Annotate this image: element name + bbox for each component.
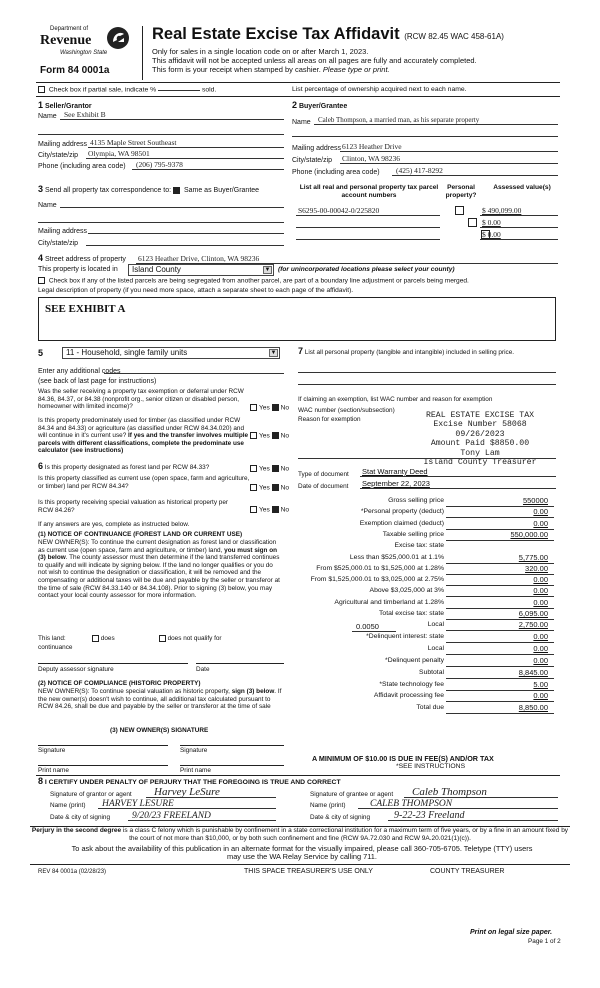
street-address-field[interactable] [136,254,558,264]
tax-row-value: 0.00 [533,575,548,585]
exemption-yes-no [250,404,289,411]
additional-codes-label: Enter any additional codes [38,368,121,375]
buyer-name-field-2[interactable] [292,128,558,137]
tax-row-value: 0.00 [533,507,548,517]
seller-name-field[interactable] [60,110,284,120]
tax-row-field[interactable] [446,554,554,564]
compliance-text-c: . If the new owner(s) doesn't wish to continue, all additional tax calculated pursuant to RCW 84.26, shall be due and payable by the seller or transferor at the time of sale [38,688,282,711]
does-not-label: does not qualify for [167,635,222,643]
tax-row-label: Total due [416,704,444,712]
tax-row-label: Local [427,645,444,653]
tax-row-field[interactable] [446,508,554,518]
tax-row-field[interactable] [446,599,554,609]
exemption-no-label: No [280,404,290,412]
form-number: Form 84 0001a [40,65,110,76]
local-rate-value: 0.0050 [356,622,379,632]
tax-row [292,681,554,692]
stamp-line-5: Tony Lam [460,448,500,458]
assessed-value-2-text: $ 0.00 [482,218,501,227]
section3-name-label: Name [38,202,57,209]
revenue-wordmark: Revenue [40,33,92,48]
stamp-line-2: Excise Number 58068 [433,420,527,430]
historic-yes-no [250,506,289,513]
segregated-label: Check box if any of the listed parcels are being segregated from another parcel, are part of a boundary line adjustment or parcels being merged. [48,277,469,285]
forest-yes-checkbox[interactable] [250,465,257,472]
tax-row [292,587,554,598]
tax-row-label: Exemption claimed (deduct) [359,519,444,527]
land-use-dropdown-chevron-icon: ▼ [270,350,277,356]
grantee-date: 9-22-23 Freeland [394,810,465,821]
seller-phone-field[interactable] [132,159,284,170]
tax-row [292,542,554,553]
grantee-signature-label: Signature of grantee or agent [310,791,394,798]
tax-row-value: 0.00 [533,691,548,701]
continuance-text [38,539,282,600]
dept-of-text: Department of [50,26,89,32]
section3-label: Send all property tax correspondence to: [44,187,172,194]
timber-no-checkbox[interactable] [272,432,279,439]
seller-name-value: See Exhibit B [64,110,106,119]
buyer-city-field[interactable] [340,153,558,164]
grantor-signature: Harvey LeSure [154,786,220,798]
doc-type-label: Type of document [298,471,349,478]
forest-question [38,463,250,472]
deputy-signature-label: Deputy assessor signature [38,666,114,673]
tax-row-field[interactable] [446,704,554,714]
accessibility-notice: To ask about the availability of this publication in an alternate format for the visually impaired, please call 360-705-6705. Teletype (TTY) users may use the WA Relay Service by calling 711. [71,844,533,862]
tax-row-value: 5,775.00 [518,552,548,562]
buyer-name-field[interactable] [314,114,558,125]
exemption-question: Was the seller receiving a property tax exemption or deferral under RCW 84.36, 84.37, or 84.38 (nonprofit org., senior citizen or disabled person, homeowner with limited income)? [38,388,244,411]
revenue-logo-icon [106,26,130,50]
grantor-signature-label: Signature of grantor or agent [50,791,132,798]
stamp-line-6: Island County Treasurer [423,458,537,468]
section3-mail-label: Mailing address [38,228,88,235]
exemption-yes-checkbox[interactable] [250,404,257,411]
stamp-line-1: REAL ESTATE EXCISE TAX [425,411,535,420]
receipt-text: This form is your receipt when stamped by cashier. [152,65,323,74]
grantee-name-field[interactable] [358,798,558,809]
tax-row-value: 550000 [522,496,548,505]
current-use-yes-label: Yes [259,484,270,492]
segregated-checkbox[interactable] [38,277,45,284]
buyer-city-label: City/state/zip [292,157,333,164]
owner-signature-label-1: Signature [38,747,66,754]
same-as-buyer-label: Same as Buyer/Grantee [183,187,260,194]
doc-date-label: Date of document [298,483,349,490]
owner-print-label-1: Print name [38,767,69,774]
personal-col-header: Personal property? [445,184,477,199]
grantor-date: 9/20/23 FREELAND [132,811,211,821]
tax-row-label: From $525,000.01 to $1,525,000 at 1.28% [316,564,444,572]
grantor-date-label: Date & city of signing [50,814,111,821]
land-use-value: 11 - Household, single family units [66,348,188,357]
located-label: This property is located in [38,266,118,273]
local-tax-value: 2,750.00 [518,620,548,630]
grantor-name-field[interactable] [98,798,276,809]
tax-row-field[interactable] [446,587,554,597]
tax-row-label: From $1,525,000.01 to $3,025,000 at 2.75% [310,576,444,584]
buyer-phone-label: Phone (including area code) [292,169,380,176]
grantor-name: HARVEY LESURE [102,799,174,809]
tax-row-label: *Delinquent penalty [385,656,444,664]
tax-row-field[interactable] [446,692,554,702]
historic-no-label: No [280,506,290,514]
wac-label: WAC number (section/subsection) [298,407,395,414]
tax-row [292,645,554,656]
title-text: Real Estate Excise Tax Affidavit [152,25,400,43]
tax-row-value: 0.00 [533,632,548,642]
historic-no-checkbox[interactable] [272,506,279,513]
forest-question-text: Is this property designated as forest land per RCW 84.33? [44,464,210,471]
tax-row [292,669,554,680]
buyer-heading [292,100,347,110]
tax-row [292,576,554,587]
minimum-due-note: A MINIMUM OF $10.00 IS DUE IN FEE(S) AND/OR TAX [312,754,494,763]
buyer-name-label: Name [292,119,311,126]
tax-row-value: 5.00 [533,679,548,689]
forest-yes-no [250,465,289,472]
seller-name-field-2[interactable] [38,126,284,135]
grantee-date-field[interactable] [388,810,558,821]
treasurer-use-label: THIS SPACE TREASURER'S USE ONLY [244,868,373,875]
tax-row-label: *Personal property (deduct) [360,508,444,516]
tax-row-field[interactable] [446,681,554,691]
timber-question-note: If yes and the transfer involves multiple parcels with different classifications, complete the predominate use calculator (see instructions) [38,432,249,455]
current-use-yes-no [250,484,289,491]
tax-row-field[interactable] [446,565,554,575]
if-yes-note: If any answers are yes, complete as instructed below. [38,521,190,528]
timber-yes-no [250,432,289,439]
timber-question-text: Is this property predominately used for timber (as classified under RCW 84.34 and 84.33) or agriculture (as classified under RCW 84.34.020) and will continue in it's current use? [38,417,245,440]
continuance-text-b: you must sign on (3) below [38,546,278,562]
buyer-phone-field[interactable] [392,165,558,176]
perjury-notice [30,827,570,842]
owner-signature-label-2: Signature [180,747,208,754]
historic-yes-checkbox[interactable] [250,506,257,513]
parcel-row-2[interactable] [296,218,440,228]
tax-row-value: 0.00 [533,518,548,528]
section3-number: 3 [38,184,44,194]
section7-number: 7 [298,346,304,356]
seller-phone-label: Phone (including area code) [38,163,126,170]
doc-date-value: September 22, 2023 [362,479,430,488]
doc-date-field[interactable] [360,480,556,489]
this-land-label: This land: [38,635,66,643]
tax-row-field[interactable] [446,645,554,655]
tax-row [292,554,554,565]
local-label: Local [427,621,444,629]
forest-yes-label: Yes [259,465,270,473]
grantee-name: CALEB THOMPSON [370,799,453,809]
tax-row [292,599,554,610]
assessed-col-header: Assessed value(s) [493,184,551,191]
assessed-value-1-text: $ 490,099.00 [482,206,522,215]
exemption-yes-label: Yes [259,404,270,412]
local-tax-field[interactable] [446,621,554,631]
tax-row-value: 0.00 [533,597,548,607]
personal-property-label [298,348,556,357]
grantee-date-label: Date & city of signing [310,814,371,821]
same-as-buyer-checkbox[interactable] [173,187,180,194]
timber-yes-label: Yes [259,432,270,440]
certification-heading [38,776,341,786]
perjury-text: is a class C felony which is punishable by confinement in a state correctional institution for a maximum term of five years, or by a fine in an amount fixed by the court of not more than $10,000, or by both such confinement and fine (RCW 9A.72.030 and RCW 9A.20.021(1)(c)). [121,827,569,842]
compliance-text-b: sign (3) below [231,688,275,695]
tax-row-value: 8,845.00 [518,667,548,677]
forest-no-label: No [280,465,290,473]
form-title [152,25,504,44]
seller-mail-label: Mailing address [38,141,88,148]
section4-street-row [38,253,126,263]
tax-row [292,704,554,715]
tax-row-field[interactable] [446,497,554,507]
current-use-no-checkbox[interactable] [272,484,279,491]
parcel-row-3[interactable] [296,230,440,240]
tax-row-field[interactable] [446,633,554,643]
tax-row [292,692,554,703]
section3-name-field[interactable] [60,199,284,208]
section3-mail-field[interactable] [88,225,284,234]
exemption-claim-label: If claiming an exemption, list WAC number and reason for exemption [298,396,493,403]
buyer-mail-field[interactable] [340,141,558,152]
section3-city-label: City/state/zip [38,240,79,247]
stamp-line-3: 09/26/2023 [455,429,505,439]
buyer-phone-value: (425) 417-8292 [396,166,443,175]
legal-size-note: Print on legal size paper. [470,929,553,936]
buyer-mail-value: 6123 Heather Drive [342,142,402,151]
tax-row-value: 0.00 [533,586,548,596]
section2-number: 2 [292,100,298,110]
doc-type-field[interactable] [360,468,556,477]
tax-row-value: 0.00 [533,644,548,654]
tax-row-label: Total excise tax: state [379,610,444,617]
type-print-text: Please type or print. [322,65,390,74]
parcel-col-header: List all real and personal property tax parcel account numbers [299,184,439,199]
ownership-note: List percentage of ownership acquired next to each name. [292,86,467,93]
assessed-value-3[interactable] [480,230,558,240]
historic-question: Is this property receiving special valuation as historical property per RCW 84.26? [38,499,229,514]
stamp-line-4: Amount Paid $8850.00 [430,439,530,449]
grantee-name-label: Name (print) [310,802,346,809]
tax-row-label: Above $3,025,000 at 3% [369,587,444,595]
new-owner-signature-heading: (3) NEW OWNER(S) SIGNATURE [110,727,209,734]
tax-row-field[interactable] [446,657,554,667]
buyer-city-value: Clinton, WA 98236 [342,154,400,163]
street-label: Street address of property [44,256,126,263]
partial-sale-checkbox[interactable] [38,86,45,93]
compliance-text-a: NEW OWNER(S): To continue special valuation as historic property, [38,688,232,695]
deputy-date-label: Date [196,666,210,673]
street-address-value: 6123 Heather Drive, Clinton, WA 98236 [138,254,260,263]
tax-row-field[interactable] [446,669,554,679]
page-number: Page 1 of 2 [528,938,561,945]
dor-logo [40,26,132,56]
section7-label: List all personal property (tangible and intangible) included in selling price. [304,349,515,356]
assessed-value-2[interactable] [480,218,558,228]
buyer-mail-label: Mailing address [292,145,342,152]
tax-row [292,497,554,508]
does-label: does [100,635,115,643]
grantee-signature: Caleb Thompson [412,786,487,798]
buyer-heading-text: Buyer/Grantee [298,103,348,110]
seller-mail-field[interactable] [88,137,284,148]
tax-row [292,657,554,668]
compliance-text [38,688,282,711]
tax-row-label: Less than $525,000.01 at 1.1% [349,553,444,561]
tax-row-local [292,621,554,632]
county-select[interactable] [128,264,274,276]
header-note-1: Only for sales in a single location code on or after March 1, 2023. [152,47,369,56]
personal-property-checkbox-1[interactable] [455,206,464,215]
seller-mail-value: 4135 Maple Street Southeast [90,138,177,147]
owner-print-label-2: Print name [180,767,211,774]
seller-city-value: Olympia, WA 98501 [88,149,150,158]
tax-row [292,633,554,644]
parcel-number-1: S6295-00-00042-0/225820 [298,206,380,215]
tax-row-label: Gross selling price [388,497,444,504]
seller-heading [38,100,92,110]
certification-text: I CERTIFY UNDER PENALTY OF PERJURY THAT THE FOREGOING IS TRUE AND CORRECT [44,779,341,786]
partial-sale-row [38,86,216,93]
perjury-heading: Perjury in the second degree [31,827,122,834]
county-treasurer-label: COUNTY TREASURER [430,868,505,875]
reason-field[interactable] [298,452,556,459]
section3-heading [38,184,259,194]
tax-row-value: 320.00 [525,563,548,573]
tax-row [292,565,554,576]
tax-row-field[interactable] [446,576,554,586]
section4-number: 4 [38,253,44,263]
segregated-row [38,277,469,284]
current-use-yes-checkbox[interactable] [250,484,257,491]
tax-row-field[interactable] [446,610,554,620]
timber-question [38,417,250,455]
does-not-qualify-checkbox[interactable] [159,635,166,642]
tax-row-field[interactable] [446,531,554,541]
current-use-question: Is this property classified as current use (open space, farm and agriculture, or timber) land per RCW 84.34? [38,475,250,490]
partial-sale-label: Check box if partial sale, indicate % [48,86,157,94]
washington-state-text: Washington State [60,50,108,56]
personal-property-field-2[interactable] [298,378,556,385]
tax-row-label: Excise tax: state [394,542,444,550]
compliance-heading: (2) NOTICE OF COMPLIANCE (HISTORIC PROPERTY) [38,680,201,687]
section6-number: 6 [38,461,44,471]
sold-label: sold. [201,86,217,94]
assessed-value-3-text: $ 0.00 [482,230,501,239]
tax-row [292,531,554,542]
seller-name-label: Name [38,113,57,120]
additional-codes-field[interactable] [104,366,284,374]
exemption-no-checkbox[interactable] [272,404,279,411]
section1-number: 1 [38,100,44,110]
current-use-no-label: No [280,484,290,492]
legal-description-value: SEE EXHIBIT A [45,303,126,315]
land-use-select[interactable] [62,347,280,359]
legal-description-label: Legal description of property (if you need more space, attach a separate sheet to each page of the affidavit). [38,287,354,294]
grantor-date-field[interactable] [128,810,276,821]
tax-row-label: Affidavit processing fee [373,692,444,700]
tax-row-label: *Delinquent interest: state [366,633,444,641]
timber-yes-checkbox[interactable] [250,432,257,439]
seller-city-label: City/state/zip [38,152,79,159]
tax-row-value: 8,850.00 [518,703,548,713]
reason-label: Reason for exemption [298,416,361,423]
tax-row-label: Taxable selling price [382,530,444,538]
header-note-2: This affidavit will not be accepted unless all areas on all pages are fully and accurately completed. [152,56,477,65]
revision-label: REV 84 0001a (02/28/23) [38,869,107,875]
rcw-text: (RCW 82.45 WAC 458-61A) [404,32,504,41]
grantor-name-label: Name (print) [50,802,86,809]
tax-row-value: 550,000.00 [510,529,548,539]
forest-no-checkbox[interactable] [272,465,279,472]
grantee-signature-field[interactable] [404,786,558,798]
tax-row [292,610,554,621]
tax-row-label: Agricultural and timberland at 1.28% [334,598,444,606]
tax-row-label: Subtotal [419,668,444,676]
doc-type-value: Stat Warranty Deed [362,467,428,476]
unincorporated-note: (for unincorporated locations please select your county) [278,266,455,273]
section3-city-field[interactable] [86,237,284,246]
see-back-note: (see back of last page for instructions) [38,378,157,385]
continuance-text-a: NEW OWNER(S): To continue the current designation as forest land or classification as current use (open space, farm and agriculture, or timber) land, [38,539,277,554]
assessed-value-1[interactable] [480,206,558,216]
legal-description-box[interactable] [38,297,556,341]
county-dropdown-chevron-icon: ▼ [264,267,271,273]
grantor-signature-field[interactable] [146,786,276,798]
buyer-name-value: Caleb Thompson, a married man, as his separate property [318,116,480,124]
local-rate-field[interactable] [352,621,396,632]
seller-heading-text: Seller/Grantor [44,103,92,110]
section3-name-field-2[interactable] [38,214,284,223]
tax-row-value: 0.00 [533,655,548,665]
tax-row-value: 6,095.00 [518,609,548,618]
parcel-row-1[interactable] [296,206,440,216]
section8-number: 8 [38,776,44,786]
this-land-row [38,635,222,643]
tax-row-label: *State technology fee [379,680,444,688]
county-value: Island County [132,265,181,274]
continuance-heading: (1) NOTICE OF CONTINUANCE (FOREST LAND OR CURRENT USE) [38,531,243,538]
continuance-label: continuance [38,644,73,651]
seller-phone-value: (206) 795-9378 [136,160,183,169]
does-qualify-checkbox[interactable] [92,635,99,642]
seller-city-field[interactable] [86,148,284,159]
historic-yes-label: Yes [259,506,270,514]
tax-row-field[interactable] [446,520,554,530]
continuance-text-c: . The county assessor must then determine if the land transferred continues to qualify and will indicate by signing below. If the land no longer qualifies or you do not wish to continue the designation or classification, it will be removed and the compensating or additional taxes will be due and payable by the seller or transferor at the time of sale (RCW 84.33.140 or 84.34.108). Prior to signing (3) below, you may contact your local county assessor for more information. [38,554,280,600]
header-note-3 [152,65,390,74]
see-instructions-note: *SEE INSTRUCTIONS [396,763,466,770]
personal-property-checkbox-2[interactable] [468,218,477,227]
personal-property-field-1[interactable] [298,366,556,373]
tax-row [292,508,554,519]
section5-number: 5 [38,348,44,358]
timber-no-label: No [280,432,290,440]
